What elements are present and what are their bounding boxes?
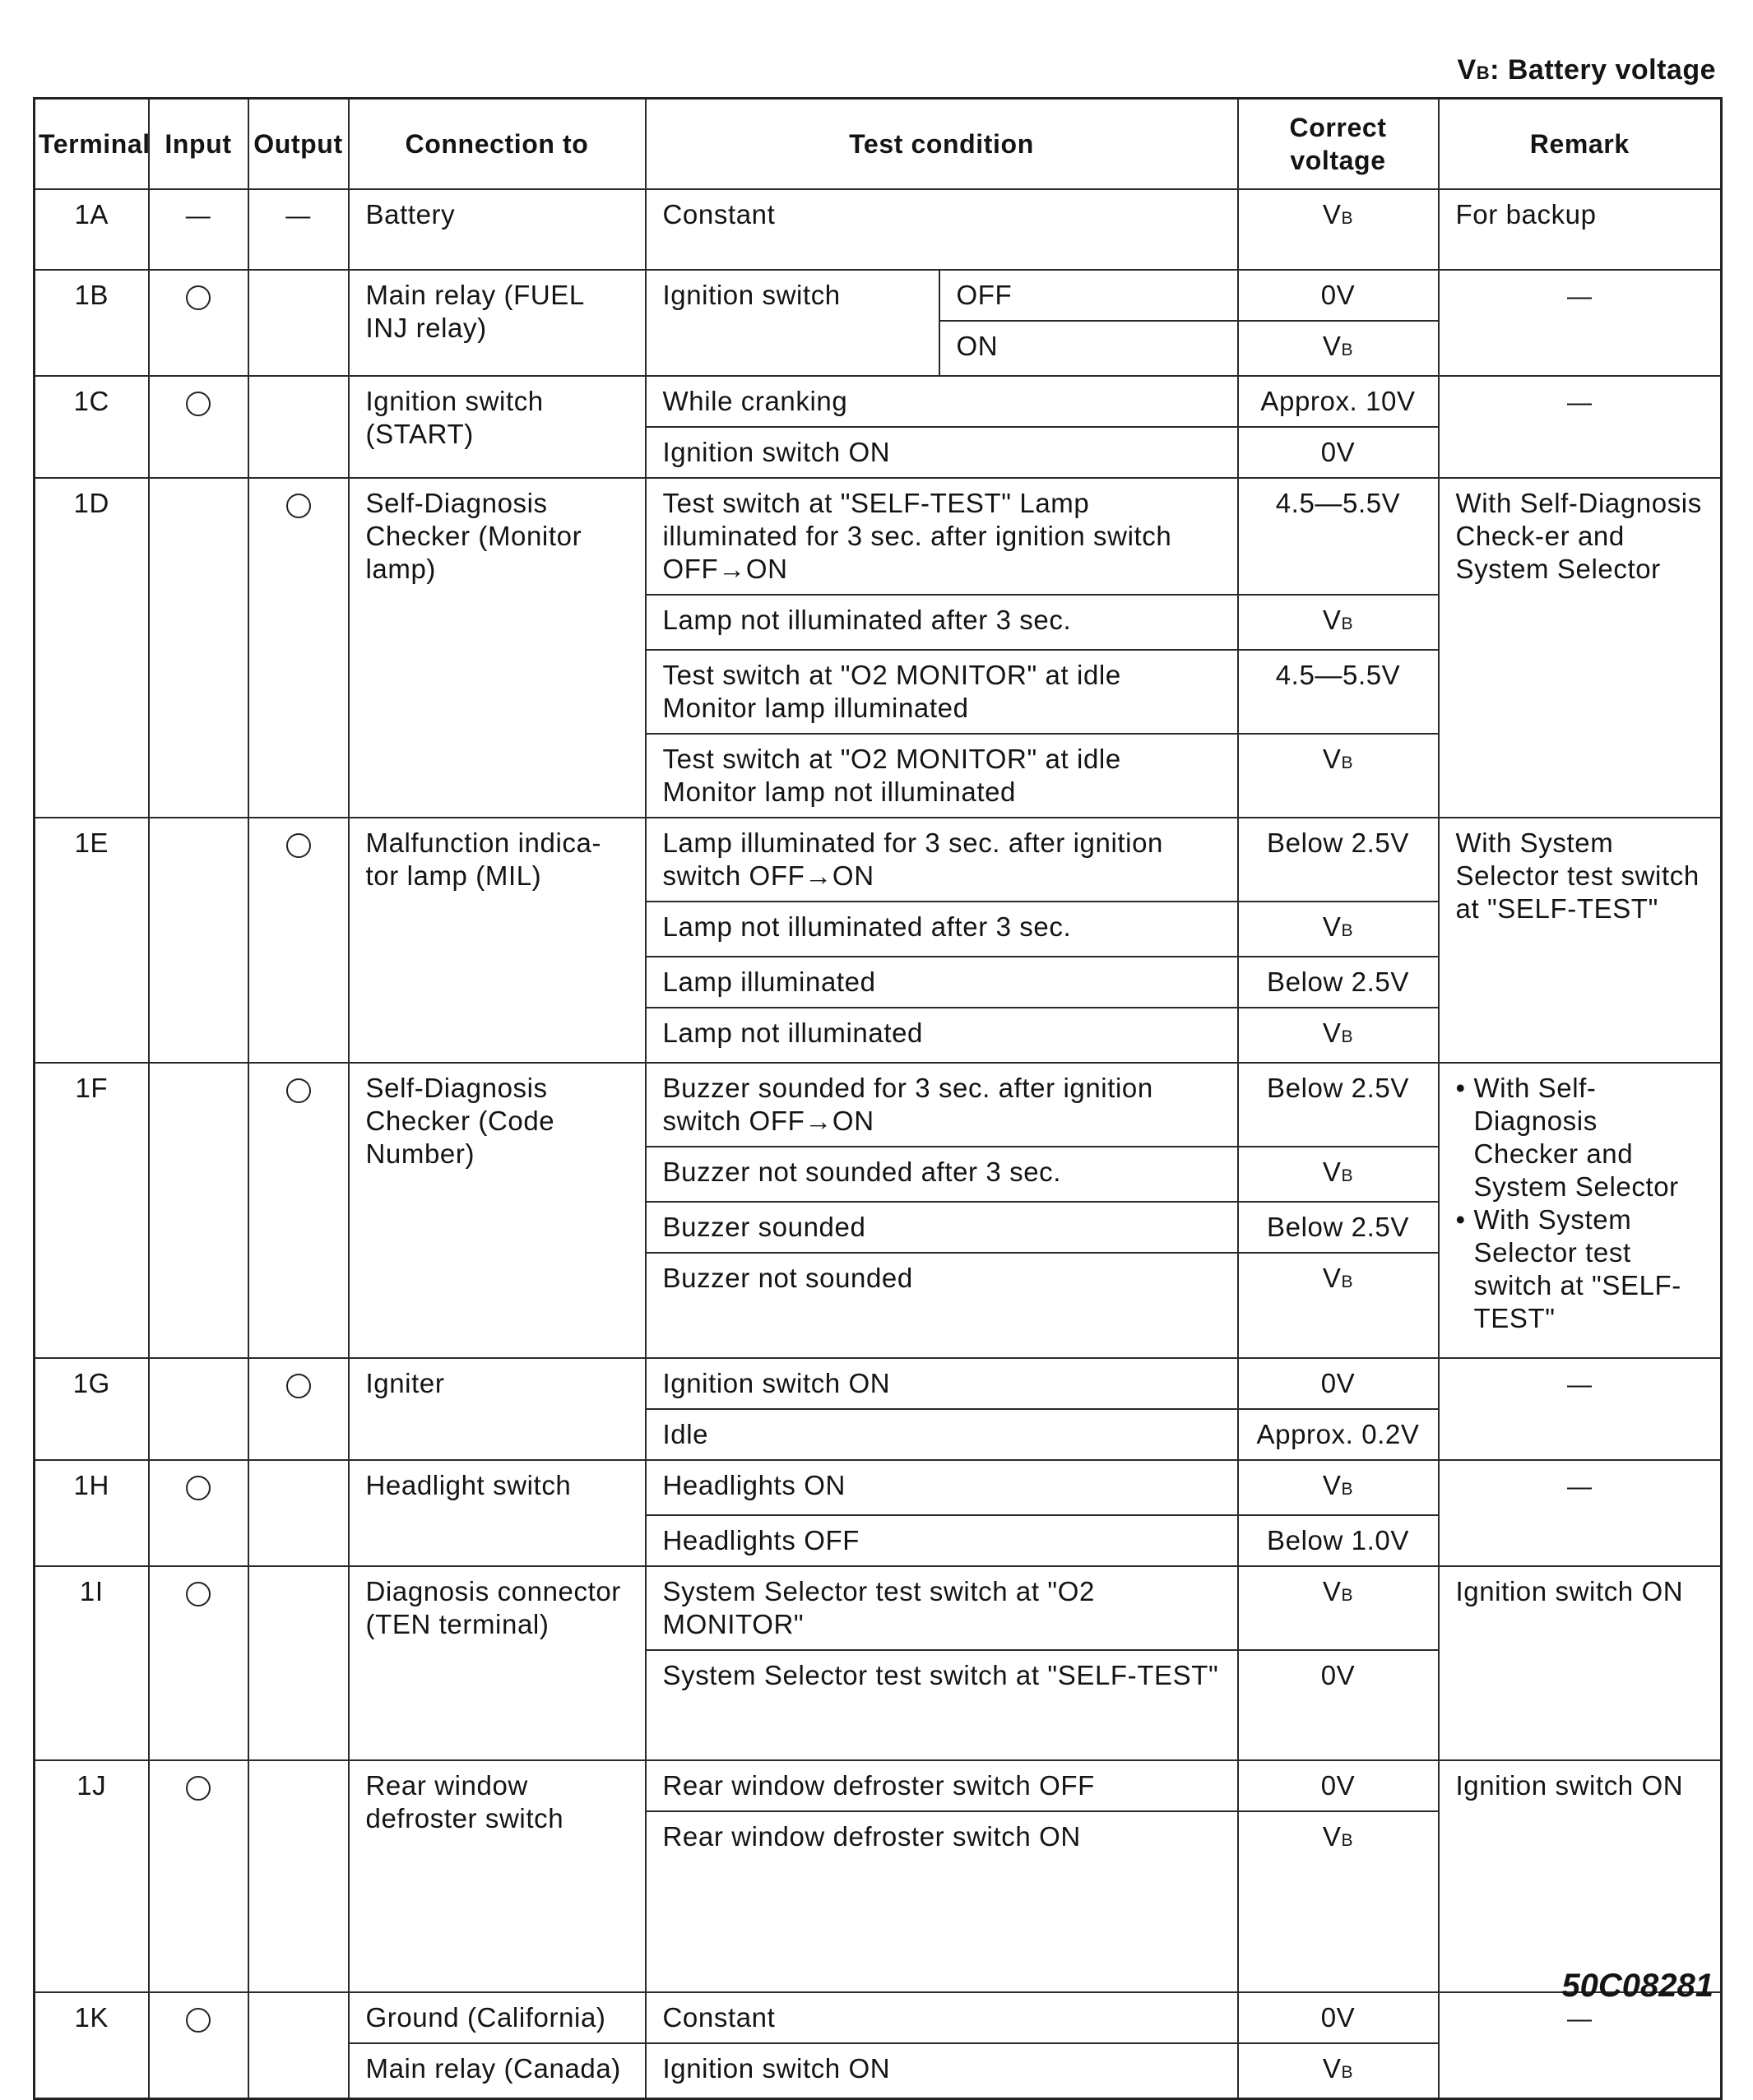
terminal-cell: 1E bbox=[35, 818, 149, 1063]
test-condition-cell: While cranking bbox=[646, 376, 1238, 427]
terminal-cell: 1C bbox=[35, 376, 149, 478]
voltage-cell: VB bbox=[1238, 1147, 1439, 1202]
test-condition-cell: Lamp illuminated bbox=[646, 957, 1238, 1008]
remark-bullet: • With System Selector test switch at "SELF-TEST" bbox=[1474, 1203, 1704, 1335]
input-cell bbox=[149, 478, 248, 818]
voltage-cell: 0V bbox=[1238, 1760, 1439, 1811]
test-condition-cell: Lamp not illuminated bbox=[646, 1008, 1238, 1063]
connection-cell: Self-Diagnosis Checker (Monitor lamp) bbox=[349, 478, 646, 818]
terminal-cell: 1G bbox=[35, 1358, 149, 1460]
connection-cell: Main relay (Canada) bbox=[349, 2043, 646, 2099]
test-condition-cell: Buzzer not sounded after 3 sec. bbox=[646, 1147, 1238, 1202]
remark-cell: With Self-Diagnosis Check-er and System Selector bbox=[1439, 478, 1722, 818]
input-marker-icon bbox=[186, 1476, 211, 1500]
voltage-cell: 0V bbox=[1238, 270, 1439, 321]
output-cell bbox=[248, 818, 349, 1063]
connection-cell: Igniter bbox=[349, 1358, 646, 1460]
test-subcondition-cell: OFF bbox=[939, 270, 1238, 321]
connection-cell: Self-Diagnosis Checker (Code Number) bbox=[349, 1063, 646, 1358]
remark-cell: — bbox=[1439, 1992, 1722, 2099]
input-marker-icon bbox=[186, 1776, 211, 1801]
remark-cell: — bbox=[1439, 376, 1722, 478]
output-cell bbox=[248, 1566, 349, 1760]
input-cell bbox=[149, 1992, 248, 2099]
table-row bbox=[35, 478, 1722, 595]
output-cell bbox=[248, 1992, 349, 2099]
terminal-cell: 1F bbox=[35, 1063, 149, 1358]
input-cell bbox=[149, 270, 248, 376]
input-marker-icon bbox=[186, 2008, 211, 2033]
terminal-cell: 1H bbox=[35, 1460, 149, 1566]
table-row bbox=[35, 1358, 1722, 1409]
header-input: Input bbox=[149, 99, 248, 190]
voltage-cell: 0V bbox=[1238, 1358, 1439, 1409]
connection-cell: Headlight switch bbox=[349, 1460, 646, 1566]
voltage-cell: Below 1.0V bbox=[1238, 1515, 1439, 1566]
connection-cell: Battery bbox=[349, 189, 646, 270]
header-output: Output bbox=[248, 99, 349, 190]
table-row bbox=[35, 818, 1722, 902]
test-condition-cell: Constant bbox=[646, 1992, 1238, 2043]
test-condition-cell: Test switch at "O2 MONITOR" at idle Monitor lamp illuminated bbox=[646, 650, 1238, 734]
voltage-legend: VB: Battery voltage bbox=[1457, 54, 1716, 86]
test-condition-cell: Rear window defroster switch OFF bbox=[646, 1760, 1238, 1811]
input-marker-icon bbox=[186, 1582, 211, 1606]
header-terminal: Terminal bbox=[35, 99, 149, 190]
output-cell bbox=[248, 478, 349, 818]
voltage-cell: Approx. 10V bbox=[1238, 376, 1439, 427]
input-cell bbox=[149, 376, 248, 478]
input-marker-icon bbox=[186, 392, 211, 416]
test-condition-cell: Ignition switch bbox=[646, 270, 939, 376]
voltage-cell: VB bbox=[1238, 1566, 1439, 1650]
test-condition-cell: Buzzer not sounded bbox=[646, 1253, 1238, 1358]
remark-cell: — bbox=[1439, 1358, 1722, 1460]
remark-cell: — bbox=[1439, 270, 1722, 376]
test-condition-cell: Lamp not illuminated after 3 sec. bbox=[646, 595, 1238, 650]
test-condition-cell: Idle bbox=[646, 1409, 1238, 1460]
remark-cell: Ignition switch ON bbox=[1439, 1566, 1722, 1760]
test-condition-cell: Ignition switch ON bbox=[646, 1358, 1238, 1409]
test-condition-cell: System Selector test switch at "O2 MONITOR" bbox=[646, 1566, 1238, 1650]
test-condition-cell: Test switch at "O2 MONITOR" at idle Monitor lamp not illuminated bbox=[646, 734, 1238, 818]
voltage-cell: VB bbox=[1238, 1811, 1439, 1992]
voltage-cell: 4.5—5.5V bbox=[1238, 478, 1439, 595]
output-cell bbox=[248, 1460, 349, 1566]
test-condition-cell: Ignition switch ON bbox=[646, 427, 1238, 478]
voltage-cell: VB bbox=[1238, 734, 1439, 818]
header-correct-voltage: Correct voltage bbox=[1238, 99, 1439, 190]
table-row bbox=[35, 1760, 1722, 1811]
test-subcondition-cell: ON bbox=[939, 321, 1238, 376]
output-cell: — bbox=[248, 189, 349, 270]
terminal-cell: 1B bbox=[35, 270, 149, 376]
voltage-cell: 0V bbox=[1238, 1650, 1439, 1760]
output-cell bbox=[248, 1358, 349, 1460]
header-row bbox=[35, 99, 1722, 190]
voltage-cell: VB bbox=[1238, 1460, 1439, 1515]
connection-cell: Ignition switch (START) bbox=[349, 376, 646, 478]
input-cell bbox=[149, 1063, 248, 1358]
terminal-cell: 1D bbox=[35, 478, 149, 818]
output-marker-icon bbox=[286, 1078, 311, 1103]
remark-cell: For backup bbox=[1439, 189, 1722, 270]
connection-cell: Main relay (FUEL INJ relay) bbox=[349, 270, 646, 376]
voltage-cell: Below 2.5V bbox=[1238, 1063, 1439, 1147]
remark-bullet: • With Self-Diagnosis Checker and System Selector bbox=[1474, 1072, 1704, 1203]
voltage-cell: Approx. 0.2V bbox=[1238, 1409, 1439, 1460]
voltage-cell: 4.5—5.5V bbox=[1238, 650, 1439, 734]
test-condition-cell: Headlights OFF bbox=[646, 1515, 1238, 1566]
output-marker-icon bbox=[286, 833, 311, 858]
input-cell bbox=[149, 1460, 248, 1566]
test-condition-cell: Constant bbox=[646, 189, 1238, 270]
test-condition-cell: Buzzer sounded for 3 sec. after ignition switch OFF→ON bbox=[646, 1063, 1238, 1147]
voltage-cell: 0V bbox=[1238, 1992, 1439, 2043]
input-marker-icon bbox=[186, 285, 211, 310]
terminal-cell: 1K bbox=[35, 1992, 149, 2099]
table-row bbox=[35, 1063, 1722, 1147]
header-test-condition: Test condition bbox=[646, 99, 1238, 190]
test-condition-cell: Headlights ON bbox=[646, 1460, 1238, 1515]
remark-cell: Ignition switch ON bbox=[1439, 1760, 1722, 1992]
voltage-cell: VB bbox=[1238, 321, 1439, 376]
connection-cell: Ground (California) bbox=[349, 1992, 646, 2043]
figure-code: 50C08281 bbox=[1561, 1968, 1714, 2004]
voltage-cell: VB bbox=[1238, 1253, 1439, 1358]
test-condition-cell: Buzzer sounded bbox=[646, 1202, 1238, 1253]
input-cell bbox=[149, 1760, 248, 1992]
terminal-cell: 1I bbox=[35, 1566, 149, 1760]
output-marker-icon bbox=[286, 1374, 311, 1398]
connection-cell: Diagnosis connector (TEN terminal) bbox=[349, 1566, 646, 1760]
table-row bbox=[35, 1460, 1722, 1515]
terminal-cell: 1A bbox=[35, 189, 149, 270]
voltage-cell: VB bbox=[1238, 595, 1439, 650]
terminal-cell: 1J bbox=[35, 1760, 149, 1992]
output-marker-icon bbox=[286, 494, 311, 518]
voltage-cell: VB bbox=[1238, 902, 1439, 957]
output-cell bbox=[248, 1760, 349, 1992]
header-remark: Remark bbox=[1439, 99, 1722, 190]
voltage-cell: VB bbox=[1238, 2043, 1439, 2099]
remark-cell: — bbox=[1439, 1460, 1722, 1566]
remark-cell: With System Selector test switch at "SELF-TEST" bbox=[1439, 818, 1722, 1063]
voltage-cell: Below 2.5V bbox=[1238, 1202, 1439, 1253]
input-cell bbox=[149, 1566, 248, 1760]
table-row bbox=[35, 1992, 1722, 2043]
input-cell bbox=[149, 1358, 248, 1460]
header-connection: Connection to bbox=[349, 99, 646, 190]
output-cell bbox=[248, 376, 349, 478]
connection-cell: Malfunction indica-tor lamp (MIL) bbox=[349, 818, 646, 1063]
table-row bbox=[35, 270, 1722, 321]
output-cell bbox=[248, 270, 349, 376]
test-condition-cell: Lamp illuminated for 3 sec. after ignition switch OFF→ON bbox=[646, 818, 1238, 902]
voltage-cell: Below 2.5V bbox=[1238, 818, 1439, 902]
output-cell bbox=[248, 1063, 349, 1358]
test-condition-cell: Ignition switch ON bbox=[646, 2043, 1238, 2099]
remark-cell bbox=[1439, 1063, 1722, 1358]
input-cell bbox=[149, 818, 248, 1063]
terminal-spec-table bbox=[33, 97, 1723, 2100]
table-row bbox=[35, 189, 1722, 270]
voltage-cell: 0V bbox=[1238, 427, 1439, 478]
connection-cell: Rear window defroster switch bbox=[349, 1760, 646, 1992]
input-cell: — bbox=[149, 189, 248, 270]
voltage-cell: VB bbox=[1238, 189, 1439, 270]
table-row bbox=[35, 1566, 1722, 1650]
voltage-cell: VB bbox=[1238, 1008, 1439, 1063]
test-condition-cell: Rear window defroster switch ON bbox=[646, 1811, 1238, 1992]
test-condition-cell: System Selector test switch at "SELF-TEST" bbox=[646, 1650, 1238, 1760]
test-condition-cell: Test switch at "SELF-TEST" Lamp illuminated for 3 sec. after ignition switch OFF→ON bbox=[646, 478, 1238, 595]
voltage-cell: Below 2.5V bbox=[1238, 957, 1439, 1008]
table-row bbox=[35, 376, 1722, 427]
test-condition-cell: Lamp not illuminated after 3 sec. bbox=[646, 902, 1238, 957]
